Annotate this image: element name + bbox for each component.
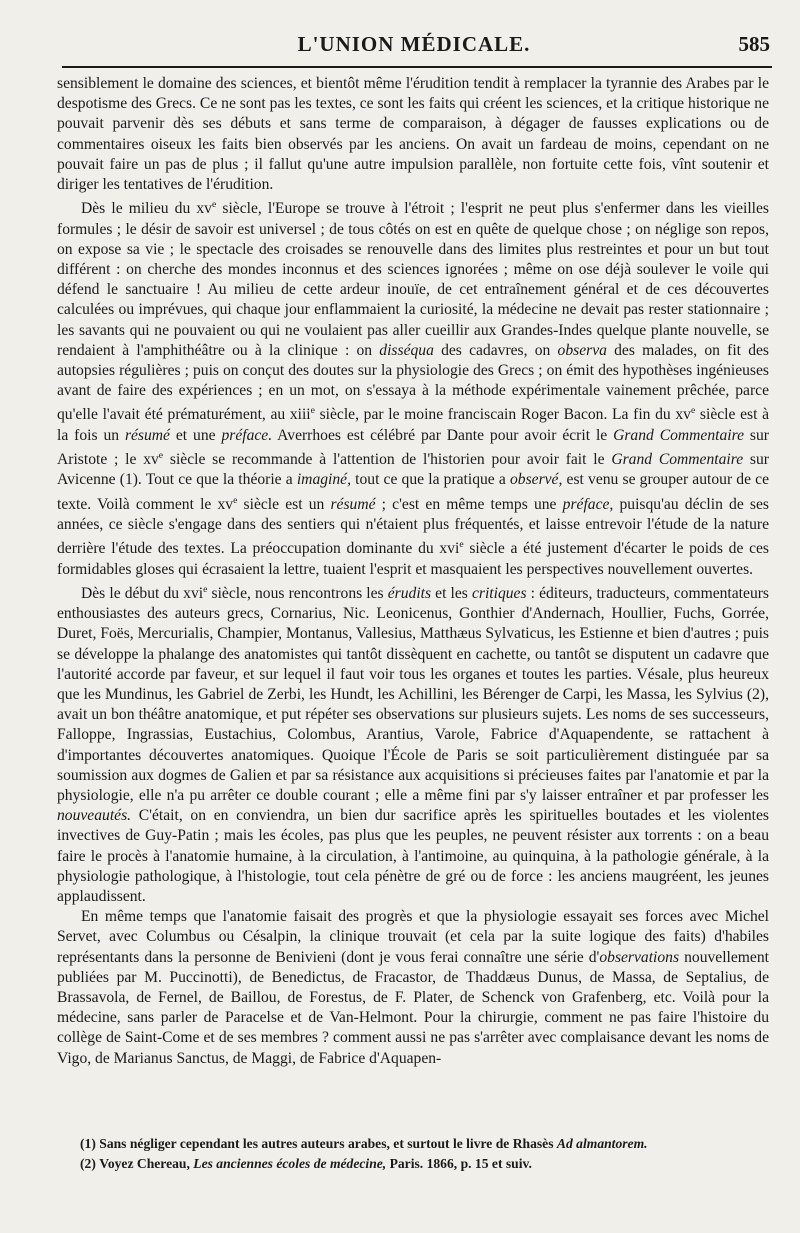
- footnote-text: [99, 1136, 647, 1151]
- text-run: siècle a été justement d'écarter le poids de ces formidables gloses qui écrasaient la lettre, tuaient l'esprit et masquaient les perspectives nouvellement ouvertes.: [57, 540, 769, 578]
- italic-run: Grand Commentaire: [613, 426, 745, 444]
- italic-run: résumé: [124, 426, 170, 444]
- running-title: L'UNION MÉDICALE.: [297, 32, 531, 56]
- superscript: e: [203, 583, 208, 595]
- superscript: e: [233, 494, 238, 506]
- page-number: 585: [738, 32, 770, 56]
- text-run: Sans négliger cependant les autres auteurs arabes, et surtout le livre de Rhasès: [99, 1136, 557, 1151]
- text-run: Dès le début du xvi: [81, 585, 204, 602]
- text-run: Voyez Chereau,: [99, 1156, 194, 1171]
- italic-run: érudits: [387, 585, 432, 602]
- italic-run: observa: [557, 341, 607, 359]
- superscript: e: [459, 539, 464, 551]
- text-run: est venu se grouper autour de ce texte. Voilà comment le xv: [57, 471, 770, 513]
- footnote: [80, 1134, 770, 1154]
- page-header: [58, 32, 770, 62]
- text-run: et une: [169, 426, 222, 444]
- text-run: et les: [431, 585, 472, 602]
- italic-run: Ad almantorem.: [556, 1136, 648, 1151]
- superscript: e: [310, 405, 315, 417]
- text-run: En même temps que l'anatomie faisait des progrès et que la physiologie essayait ses forces avec Michel Servet, avec Columbus ou Césalpin, la clinique trouvait (et cela par la suite logique des faits) d'habiles représentants dans la personne de Benivieni (dont je vous ferai connaître une série d': [57, 908, 769, 966]
- superscript: e: [158, 450, 164, 462]
- text-run: Averrhoes est célébré par Dante pour avoir écrit le: [272, 426, 614, 444]
- paragraph: [57, 74, 769, 195]
- footnote-mark: (2): [80, 1156, 96, 1171]
- text-run: Paris. 1866, p. 15 et suiv.: [386, 1156, 532, 1171]
- italic-run: préface.: [221, 426, 273, 444]
- text-run: ; c'est en même temps une: [375, 495, 563, 513]
- text-run: siècle, l'Europe se trouve à l'étroit ; l'esprit ne peut plus s'enfermer dans les vieilles formules ; le désir de savoir est universel ; de tous côtés on est en quête de quelque chose ; on néglige son repos, on expose sa vie ; le spectacle des croisades se renouvelle dans des limites plus restreintes et pour un but tout différent : on cherche des mondes inconnus et des sciences ignorées ; même on ose déjà soulever le voile qui défend le sanctuaire ! Au milieu de cette ardeur inouïe, de cet entraînement général et de ces découvertes calculées ou imprévues, qui chaque jour enflammaient la curiosité, la médecine ne devait pas rester stationnaire ; les savants qui ne pouvaient ou qui ne voulaient pas aller cueillir aux Grandes-Indes quelque plante nouvelle, se rendaient à l'amphithéâtre ou à la clinique : on: [57, 200, 769, 359]
- text-run: puisqu'au déclin de ses années, ce siècle s'engage dans des sentiers qui n'étaient plus fréquentés, et laisse entrevoir l'étude de la nature derrière l'étude des textes. La préoccupation dominante du xvi: [57, 495, 769, 558]
- text-run: siècle, par le moine franciscain Roger Bacon. La fin du xv: [314, 406, 691, 424]
- text-run: tout ce que la pratique a: [350, 471, 510, 489]
- italic-run: Les anciennes écoles de médecine,: [193, 1156, 387, 1171]
- text-run: des malades, on fit des autopsies régulières ; puis on conçut des doutes sur la physiologie des Grecs ; on émit des hypothèses ingénieuses avant de faire des expériences ; en un mot, on s'essaya à la méthode expérimentale vainement prêchée, parce qu'elle l'avait été prématurément, au xiii: [57, 341, 769, 424]
- text-run: : éditeurs, traducteurs, commentateurs enthousiastes des auteurs grecs, Cornarius, Nic. Leonicenus, Gonthier d'Andernach, Houllier, Fuchs, Gorrée, Duret, Foës, Mercurialis, Champier, Montanus, Vallesius, Matthæus Sylvaticus, les Estienne et bien d'autres ; puis se développe la phalange des anatomistes qui tantôt dissèquent en cachette, ou tantôt se disputent un cadavre que l'autorité accorde par faveur, et sur lequel il faut voir tous les organes et toutes les parties. Vésale, plus heureux que les Mundinus, les Gabriel de Zerbi, les Hundt, les Achillini, les Bérenger de Carpi, les Massa, les Sylvius (2), avait un bon théâtre anatomique, et put répéter ses observations sur plusieurs sujets. Les noms de ses successeurs, Falloppe, Ingrassias, Eustachius, Colombus, Arantius, Varole, Fabrice d'Aquapendente, se rattachent à d'importantes découvertes anatomiques. Quoique l'École de Paris se soit particulièrement distinguée par sa soumission aux dogmes de Galien et par sa résistance aux acquisitions si précieuses faites par l'anatomie et par la physiologie, elle n'a pu arrêter ce double courant ; elle a même fini par s'y laisser entraîner et par professer les: [57, 585, 769, 805]
- text-run: siècle est à la fois un: [57, 406, 769, 444]
- text-run: nouvellement publiées par M. Puccinotti), de Benedictus, de Fracastor, de Thaddæus Dunus, de Massa, de Septalius, de Brassavola, de Fernel, de Baillou, de Forestus, de F. Plater, de Schenck von Grafenberg, etc. Voilà pour la médecine, sans parler de Paracelse et de Van-Helmont. Pour la chirurgie, comment ne pas faire l'histoire du collège de Saint-Come et de ses membres ? comment aussi ne pas s'arrêter avec complaisance devant les noms de Vigo, de Marianus Sanctus, de Maggi, de Fabrice d'Aquapen-: [57, 948, 769, 1067]
- superscript: e: [211, 199, 217, 211]
- italic-run: observé,: [509, 471, 563, 489]
- italic-run: préface,: [562, 495, 614, 513]
- italic-run: disséqua: [379, 341, 434, 359]
- header-rule: [62, 66, 772, 68]
- superscript: e: [690, 405, 696, 417]
- paragraph: [57, 195, 769, 580]
- footnote-mark: (1): [80, 1136, 96, 1151]
- italic-run: imaginé,: [296, 471, 351, 489]
- paragraph: [57, 580, 769, 907]
- text-run: sensiblement le domaine des sciences, et bientôt même l'érudition tendit à remplacer la tyrannie des Arabes par le despotisme des Grecs. Ce ne sont pas les textes, ce sont les faits qui créent les sciences, et la critique historique ne pouvait parvenir dès ses débuts et sans terme de comparaison, à dégager de fausses explications ou de commentaires oiseux les faits bien observés par les anciens. On avait un fardeau de moins, cependant on ne pouvait faire un pas de plus ; il fallut qu'une autre impulsion parallèle, non fortuite cette fois, vînt soutenir et diriger les tentatives de l'érudition.: [57, 75, 769, 194]
- text-run: siècle, nous rencontrons les: [207, 585, 388, 602]
- footnote-text: [99, 1156, 532, 1171]
- text-run: Dès le milieu du xv: [81, 200, 212, 218]
- italic-run: observations: [599, 948, 680, 966]
- footnotes: [80, 1134, 770, 1174]
- text-run: sur Aristote ; le xv: [57, 426, 769, 469]
- italic-run: résumé: [330, 495, 376, 513]
- text-run: siècle se recommande à l'attention de l'historien pour avoir fait le: [163, 451, 612, 469]
- footnote: [80, 1154, 770, 1174]
- text-run: des cadavres, on: [433, 341, 558, 359]
- text-run: siècle est un: [237, 495, 331, 513]
- body-text: [57, 74, 769, 1069]
- italic-run: nouveautés.: [57, 807, 132, 825]
- paragraph: [57, 907, 769, 1069]
- italic-run: critiques: [471, 585, 527, 602]
- italic-run: Grand Commentaire: [611, 451, 744, 469]
- text-run: C'était, on en conviendra, un bien dur sacrifice après les spirituelles boutades et les violentes invectives de Guy-Patin ; mais les écoles, pas plus que les peuples, ne peuvent résister aux torrents : on a beau faire le procès à l'anatomie humaine, à la circulation, à l'antimoine, au quinquina, à la pathologie générale, à la physiologie pathologique, à l'histologie, tout cela pénètre de gré ou de force : les anciens maugréent, les jeunes applaudissent.: [57, 807, 769, 906]
- text-run: sur Avicenne (1). Tout ce que la théorie a: [57, 451, 769, 489]
